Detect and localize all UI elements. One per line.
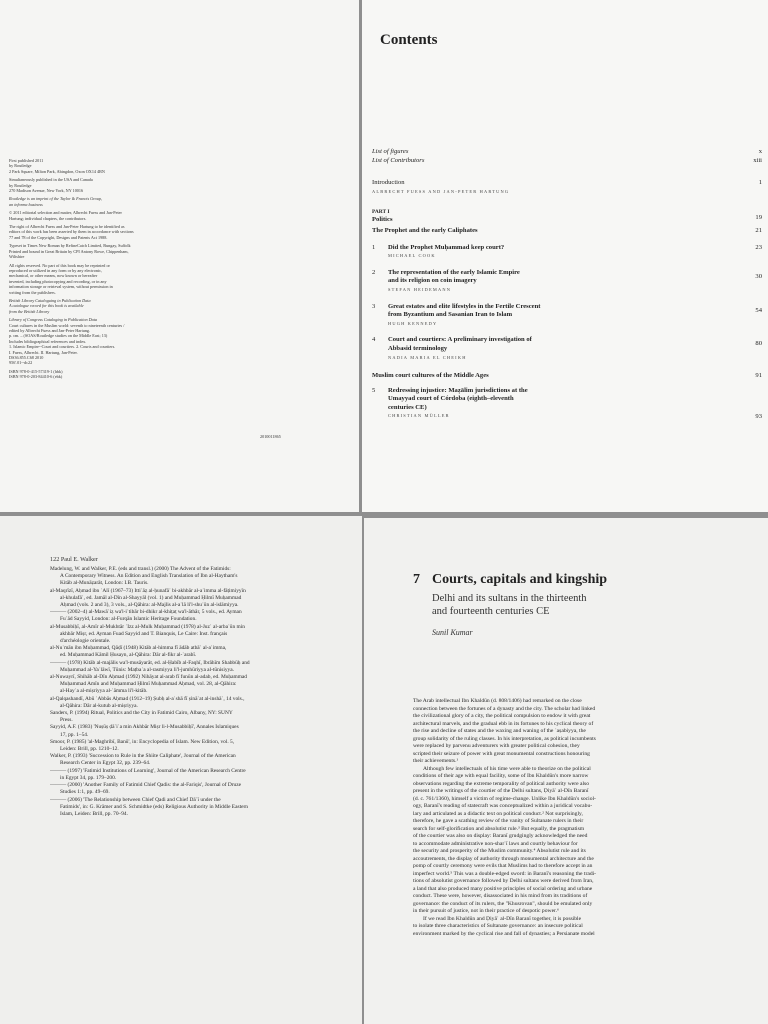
reference-line: ——— (2000) 'Another Family of Fatimid Chief Qadis: the al-Fariqis', Journal of Druze (50, 782, 242, 789)
reference-line: al-Maqrīzī, Aḥmad ibn ʿAlī (1967–73) Ittiʿāẓ al-ḥunafāʾ bi-akhbār al-aʾimma al-fāṭimiyyīn (50, 587, 246, 594)
copyright-block (9, 158, 229, 174)
body-line: tions of absolutist governance followed by Delhi sultans were derived from Iran, (413, 878, 594, 884)
running-header: 122 Paul E. Walker (50, 556, 98, 563)
copyright-line: Routledge is an imprint of the Taylor & Francis Group, (9, 196, 102, 202)
toc-part (372, 209, 762, 225)
reference-line: Muḥammad al-Yaʿlāwī, Tūnis: Maṭbaʿa al-rasmiyya li'l-jumhūriyya al-tūnisiyya. (60, 666, 234, 673)
copyright-line: by Routledge (9, 182, 32, 188)
body-line: of the courtier was also on display: Baranī grudgingly acknowledged the need (413, 833, 588, 839)
toc-page-number: 23 (755, 243, 762, 251)
toc-entry (372, 387, 762, 422)
body-line: the security and prosperity of the Muslim community.⁴ Absolutist rule and its (413, 848, 586, 854)
chapter-title (388, 303, 540, 329)
lccn-number: 2010011865 (260, 434, 281, 439)
chapter-page (364, 518, 768, 1024)
body-line: their achievements.¹ (413, 758, 459, 764)
part-label: PART I (372, 209, 390, 216)
body-line: observations regarding the extreme temporality of political authority were also (413, 780, 589, 787)
reference-line: d'archéologie orientale. (60, 638, 111, 645)
body-line: were replaced by parvenu adventurers with greater political cohesion, they (413, 743, 580, 749)
paragraph (413, 916, 753, 939)
copyright-block (9, 210, 229, 221)
copyright-line: from the British Library (9, 308, 50, 314)
reference-line: Studies 1:1, pp. 49–69. (60, 789, 110, 796)
chapter-subtitle (432, 592, 752, 618)
copyright-line: writing from the publishers. (9, 289, 56, 295)
reference-line: ——— (2002–4) al-Mawāʿiẓ wa'l-iʿtibār bi-dhikr al-khiṭaṭ wa'l-āthār, 5 vols., ed. Ayman (50, 609, 242, 616)
copyright-line: Court cultures in the Muslim world: seventh to nineteenth centuries / (9, 322, 125, 328)
reference-line: Smoor, P. (1985) 'al-Maghribī, Banū', in: Encyclopedia of Islam. New Edition, vol. 5, (50, 738, 235, 745)
copyright-line: editors of this work has been asserted by them in accordance with sections (9, 229, 134, 235)
chapter-number: 4 (372, 336, 376, 344)
body-line: connection between the fortunes of a dynasty and the city. The scholar had linked (413, 705, 596, 712)
reference-line: Muḥammad Amīn and Muḥammad Ḥilmī Muḥammad Aḥmad, vol. 28, al-Qāhira: (60, 681, 237, 688)
chapter-title (388, 244, 504, 261)
reference-line: Fuʾād Sayyid, London: al-Furqān Islamic Heritage Foundation. (60, 616, 197, 623)
toc-entry (372, 336, 762, 362)
body-line: ogy, Baranī's reading of statecraft was conceptualized within a juridical vocabu- (413, 803, 593, 809)
copyright-line: Simultaneously published in the USA and Canada (9, 177, 93, 183)
body-line: therefore, he gave a scathing review of the vanity of Sultanate rulers in their (413, 818, 584, 824)
copyright-line: an informa business (9, 201, 43, 207)
reference-line: Sayyid, A.F. (1983) 'Nuṣūṣ ḍāʾiʿa min Akhbār Miṣr li-l-Musabbiḥī', Annales Islamiques (50, 724, 239, 731)
toc-label: List of Contributors (372, 156, 425, 164)
chapter-title-line: Redressing injustice: Maẓālim jurisdictions at the (388, 386, 528, 394)
copyright-line: Wiltshire (9, 254, 25, 260)
toc-entry (372, 244, 762, 261)
chapter-title: Courts, capitals and kingship (432, 572, 608, 587)
chapter-number: 1 (372, 243, 376, 251)
copyright-line: edited by Albrecht Fuess and Jan-Peter Hartung. (9, 327, 91, 333)
body-line: conditions of their age with equal facility, some of Ibn Khaldūn's more narrow (413, 773, 589, 779)
body-line: imperfect world.⁵ This was a double-edged sword: in Baranī's reasoning the tradi- (413, 870, 597, 877)
reference-line: Sanders, P. (1994) Ritual, Politics and the City in Fatimid Cairo, Albany, NY: SUNY (50, 710, 233, 717)
chapter-body (413, 698, 753, 938)
copyright-line: 1. Islamic Empire--Court and courtiers. 2. Courts and courtiers. (9, 344, 116, 350)
toc-page-number: 91 (755, 372, 762, 380)
contents-page (362, 0, 768, 512)
body-line: governance: the conduct of its rulers, the "Khusrovan", should be emulated only (413, 900, 593, 907)
copyright-page (0, 0, 359, 512)
toc-entry-main (372, 244, 722, 261)
toc-page-number: 93 (755, 412, 762, 420)
chapter-number: 7 (413, 572, 420, 587)
toc-section (372, 372, 762, 381)
copyright-line: p. cm. – (SOAS/Routledge studies on the Middle East; 13) (9, 333, 108, 339)
chapter-title (388, 269, 520, 295)
chapter-title (388, 336, 532, 362)
copyright-block (9, 196, 229, 207)
body-line: The Arab intellectual Ibn Khaldūn (d. 808/1406) had remarked on the close (413, 698, 582, 704)
body-line: to accommodate administrative non-sharʿī laws and courtly behaviour for (413, 840, 578, 847)
toc-page-number: x (758, 148, 762, 155)
reference-list (50, 566, 348, 818)
contents-title: Contents (380, 32, 438, 48)
copyright-block (9, 369, 229, 380)
body-line: the civilizational glory of a city, the political compulsion to endow it with great (413, 713, 591, 719)
copyright-line: 956'.01--dc22 (9, 360, 33, 366)
body-line: present in the writings of the courtier of the Delhi sultans, Ḍiyāʾ al-Dīn Baranī (413, 788, 589, 794)
chapter-number: 3 (372, 302, 376, 310)
toc-entry-introduction (372, 179, 762, 196)
reference-line: Press. (60, 717, 73, 724)
chapter-title-line: centuries CE) (388, 403, 427, 411)
body-line: If we read Ibn Khaldūn and Ḍiyāʾ al-Dīn Baranī together, it is possible (423, 915, 582, 922)
toc-entry-main (372, 336, 722, 362)
reference-line: al-Qalqashandī, Abū ʿAbbās Aḥmad (1912–19) Ṣubḥ al-aʿshā fī ṣināʿat al-inshāʾ, 14 vols., (50, 695, 245, 702)
reference-line: akhbār Miṣr, ed. Ayman Fuad Sayyid and T. Bianquis, Le Caire: Inst. français (60, 630, 228, 637)
reference-line: ——— (2006) 'The Relationship between Chief Qadi and Chief Dāʿī under the (50, 796, 221, 803)
reference-line: al-Qāhira: Dār al-kutub al-miṣriyya. (60, 702, 138, 709)
copyright-block (9, 224, 229, 240)
chapter-title-line: Umayyad court of Córdoba (eighth–eleventh (388, 395, 514, 403)
toc-page-number: xiii (753, 156, 762, 164)
paragraph (413, 766, 753, 916)
toc-label: The Prophet and the early Caliphates (372, 226, 478, 234)
body-line: conduct. These were, however, disassociated in his mind from its traditions of (413, 893, 588, 899)
reference-line: Research Center in Egypt 32, pp. 239–64. (60, 760, 151, 767)
copyright-line: ISBN 978-0-203-84410-6 (ebk) (9, 374, 63, 380)
body-line: architectural marvels, and the gradual ebb in its fortunes to his cyclical theory of (413, 720, 594, 727)
toc-page-number: 30 (755, 272, 762, 280)
reference-line: Kitāb al-Munāẓarāt, London: I.B. Tauris. (60, 580, 149, 587)
copyright-line: invented, including photocopying and recording, or in any (9, 278, 107, 284)
reference-line: al-Nuʿmān ibn Muḥammad, Qāḍī (1948) Kitāb al-himma fī ādāb atbāʿ al-aʾimma, (50, 645, 227, 652)
reference-line: in Egypt 34, pp. 179–200. (60, 774, 117, 781)
body-line: pomp of courtly ceremony were evils that Muslims had to therefore accept in an (413, 863, 593, 869)
toc-entry (372, 269, 762, 295)
copyright-line: Hartung; individual chapters, the contributors. (9, 215, 87, 221)
copyright-line: A catalogue record for this book is available (9, 303, 84, 309)
paragraph (413, 698, 753, 766)
copyright-line: information storage or retrieval system, without permission in (9, 284, 113, 290)
reference-line: al-khulafāʾ, ed. Jamāl al-Dīn al-Shayyāl (vol. 1) and Muḥammad Ḥilmī Muḥammad (60, 594, 242, 601)
toc-page-number: 80 (755, 340, 762, 348)
copyright-line: Includes bibliographical references and index. (9, 338, 87, 344)
copyright-line: All rights reserved. No part of this book may be reprinted or (9, 262, 110, 268)
toc-page-number: 1 (758, 179, 762, 187)
reference-line: ——— (1978) Kitāb al-majālis wa'l-musāyarāt, ed. al-Ḥabīb al-Faqhī, Ibrāhīm Shabbūḥ and (50, 659, 250, 666)
copyright-line: First published 2011 (9, 158, 44, 163)
chapter-title-line: Court and courtiers: A preliminary investigation of (388, 336, 532, 344)
toc-label: Muslim court cultures of the Middle Ages (372, 372, 489, 380)
chapter-number: 5 (372, 386, 376, 394)
body-line: in their pursuit of justice, not in their practice of despotic power.⁶ (413, 908, 559, 914)
reference-line: al-Musabbiḥī, al-Amīr al-Mukhtār ʿIzz al-Mulk Muḥammad (1978) al-Juzʾ al-arbaʿūn min (50, 623, 245, 630)
body-line: (d. c. 761/1360), himself a victim of regime-change. Unlike Ibn Khaldūn's sociol- (413, 795, 596, 802)
body-line: environment marked by the cyclical rise and fall of dynasties; a Persianate model (413, 930, 595, 937)
toc-label: List of figures (372, 148, 409, 155)
toc-entry-main (372, 303, 722, 329)
body-line: accoutrements, the display of authority through monumental architecture and the (413, 855, 594, 862)
body-line: lary and articulated as a didactic text on political conduct.² Not surprisingly, (413, 810, 583, 817)
reference-line: Leiden: Brill, pp. 1210–12. (60, 746, 119, 753)
toc-label: Introduction (372, 179, 405, 187)
chapter-number: 2 (372, 268, 376, 276)
body-line: the rise and decline of states and the waxing and waning of the ʿaṣabiyya, the (413, 728, 586, 734)
copyright-line: The right of Albrecht Fuess and Jan-Peter Hartung to be identified as (9, 224, 125, 230)
body-line: group solidarity of the ruling classes. In his interpretation, as political incumbents (413, 735, 596, 742)
subtitle-line: Delhi and its sultans in the thirteenth (432, 593, 587, 604)
copyright-block (9, 243, 229, 259)
chapter-title-line: Great estates and elite lifestyles in the Fertile Crescent (388, 302, 541, 310)
reference-line: Aḥmad (vols. 2 and 3), 3 vols., al-Qāhira: al-Majlis al-aʿlā li'l-shuʾūn al-islāmiyya. (60, 602, 239, 609)
toc-page-number: 19 (755, 214, 762, 222)
copyright-line: British Library Cataloguing in Publication Data (9, 297, 91, 303)
copyright-text (9, 158, 229, 383)
reference-line: ed. Muḥammad Kāmil Ḥusayn, al-Qāhira: Dār al-fikr al-ʿarabī. (60, 652, 197, 659)
body-line: to isolate three characteristics of Sultanate governance: an insecure political (413, 923, 583, 929)
toc-author: CHRISTIAN MÜLLER (388, 413, 450, 419)
chapter-title-line: The representation of the early Islamic Empire (388, 268, 520, 276)
reference-line: al-Hayʾa al-miṣriyya al-ʿāmma li'l-kitāb. (60, 688, 148, 695)
toc-author: MICHAEL COOK (388, 253, 436, 259)
copyright-line: 270 Madison Avenue, New York, NY 10016 (9, 188, 84, 194)
copyright-line: by Routledge (9, 163, 32, 169)
copyright-line: I. Fuess, Albrecht. II. Hartung, Jan-Peter. (9, 349, 78, 355)
toc-section (372, 227, 762, 236)
copyright-line: reproduced or utilized in any form or by any electronic, (9, 267, 103, 273)
reference-line: Madelung, W. and Walker, P.E. (eds and transl.) (2000) The Advent of the Fatimids: (50, 566, 231, 572)
references-page (0, 516, 362, 1024)
body-line: scripted their seizure of power with great monumental constructions honouring (413, 750, 590, 757)
subtitle-line: and fourteenth centuries CE (432, 606, 550, 617)
reference-line: Walker, P. (1993) 'Succession to Rule in the Shiite Caliphate', Journal of the American (50, 753, 236, 760)
copyright-line: ISBN 978-0-415-57319-1 (hbk) (9, 368, 63, 374)
copyright-line: Printed and bound in Great Britain by CPI Antony Rowe, Chippenham, (9, 248, 129, 254)
reference-line: Fatimids', in: G. Krämer and S. Schmidtke (eds) Religious Authority in Middle Eastern (60, 803, 248, 810)
copyright-block (9, 298, 229, 314)
copyright-line: Typeset in Times New Roman by RefineCatch Limited, Bungay, Suffolk (9, 243, 131, 249)
chapter-title-line: Abbasid terminology (388, 344, 448, 352)
reference-line: 17, pp. 1–54. (60, 731, 89, 738)
copyright-block (9, 263, 229, 295)
copyright-line: mechanical, or other means, now known or hereafter (9, 273, 98, 279)
copyright-line: DS36.855.C68 2010 (9, 355, 44, 360)
reference-line: A Contemporary Witness. An Edition and English Translation of Ibn al-Haytham's (60, 573, 238, 580)
toc-author: STEFAN HEIDEMANN (388, 286, 452, 292)
toc-page-number: 21 (755, 226, 762, 234)
copyright-block (9, 317, 229, 366)
reference-line: ——— (1997) 'Fatimid Institutions of Learning', Journal of the American Research Centre (50, 767, 246, 774)
reference-line: al-Nuwayrī, Shihāb al-Dīn Aḥmad (1992) Nihāyat al-arab fī funūn al-adab, ed. Muḥammad (50, 674, 247, 681)
toc-entry (372, 303, 762, 329)
copyright-line: Library of Congress Cataloging in Publication Data (9, 317, 98, 323)
toc-entry-main (372, 269, 722, 295)
toc-author: ALBRECHT FUESS AND JAN-PETER HARTUNG (372, 188, 510, 194)
body-line: a land that also produced many positive principles of social ordering and urbane (413, 885, 593, 892)
copyright-line: 77 and 78 of the Copyright, Designs and Patents Act 1988. (9, 234, 108, 240)
body-line: Although few intellectuals of his time were able to theorize on the political (423, 765, 591, 772)
toc-author: HUGH KENNEDY (388, 320, 438, 326)
table-of-contents (372, 148, 762, 421)
toc-author: NADIA MARIA EL CHEIKH (388, 354, 467, 360)
reference-line: Islam, Leiden: Brill, pp. 70–94. (60, 810, 128, 817)
copyright-line: 2 Park Square, Milton Park, Abingdon, Oxon OX14 4RN (9, 168, 105, 174)
copyright-block (9, 177, 229, 193)
copyright-line: © 2011 editorial selection and matter, Albrecht Fuess and Jan-Peter (9, 210, 122, 216)
toc-entry (372, 148, 762, 157)
toc-entry (372, 157, 762, 166)
chapter-title-line: and its religion on coin imagery (388, 277, 477, 285)
chapter-title-line: Did the Prophet Muḥammad keep court? (388, 243, 505, 251)
chapter-title-line: from Byzantium and Sasanian Iran to Islam (388, 311, 513, 319)
toc-page-number: 54 (755, 306, 762, 314)
chapter-author: Sunil Kumar (432, 628, 473, 637)
part-title: Politics (372, 216, 393, 224)
body-line: search for self-glorification and absolutist rule.³ But equally, the pragmatism (413, 825, 585, 832)
